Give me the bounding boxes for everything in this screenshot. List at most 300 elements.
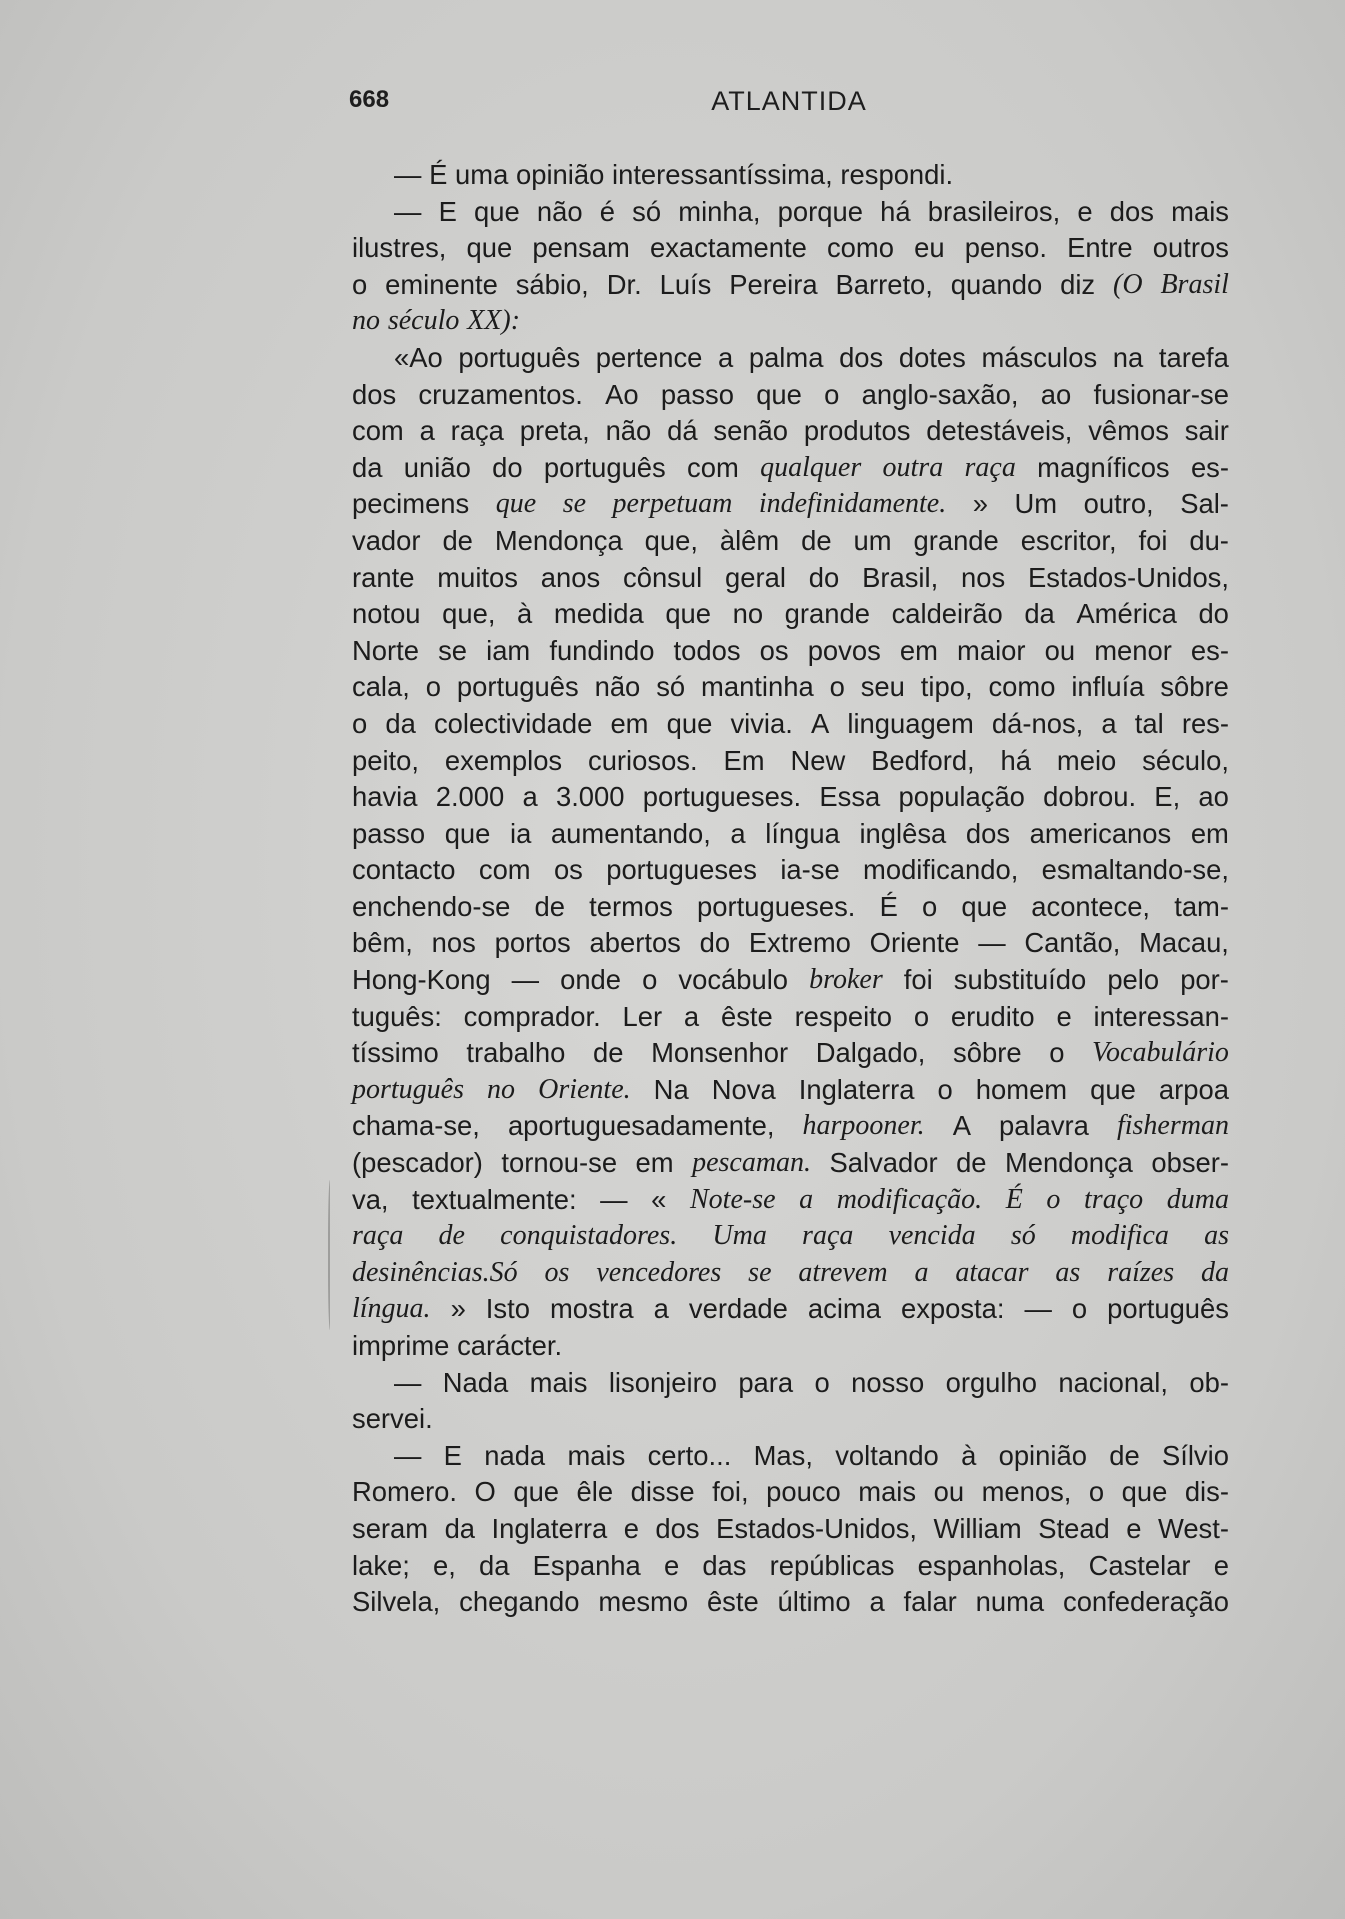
word: chama-se, [352,1110,480,1142]
word: o [1088,1476,1105,1508]
word: harpooner. [802,1110,925,1142]
word: esmaltando-se, [1041,854,1229,886]
word: Salvador [829,1147,938,1179]
word: fisherman [1116,1110,1229,1142]
word: de [442,524,473,556]
word: uma [455,159,509,190]
word: «Ao [394,341,443,373]
text-line [352,450,1229,487]
word: influía [1071,671,1145,703]
word: penso. [964,232,1047,264]
word: ao [1198,781,1229,813]
text-line [352,230,1229,267]
word: trabalho [466,1037,566,1069]
word: erudito [950,1000,1035,1032]
word: mesmo [598,1586,689,1618]
word: imprime [352,1330,450,1361]
word: Nada [442,1366,509,1398]
word: palavra [999,1110,1089,1142]
word: de [1109,1439,1140,1471]
word: Silvela, [352,1586,441,1618]
word: a [683,1000,700,1032]
word: — [1024,1293,1052,1325]
word: em [899,634,938,666]
word: todos [673,634,741,666]
word: fundindo [549,634,655,666]
word: colectividade [433,707,593,739]
word: dos [839,341,884,373]
word: cônsul [623,561,703,593]
word: portugueses [606,854,757,886]
word: grande [784,598,870,630]
word: cruzamentos. [418,378,583,410]
word: é [599,195,615,227]
word: em [610,707,649,739]
word: textualmente: [412,1183,577,1215]
word: homem [975,1073,1068,1105]
text-line [352,743,1229,780]
word: palma [748,341,824,373]
word: ilustres, [352,232,447,264]
word: notou [352,598,421,630]
word: o [913,1000,930,1032]
word: outros [1152,232,1229,264]
word: nacional, [1058,1366,1168,1398]
word: tal [1134,707,1164,739]
word: — [978,927,1006,959]
word: E [438,195,457,227]
word: broker [809,964,883,996]
word: curiosos. [588,744,698,776]
word: a [730,817,746,849]
word: exactamente [650,232,807,264]
word: raízes [1107,1256,1175,1288]
text-line [352,1255,1229,1292]
word: Nova [711,1073,776,1105]
word: 2.000 [435,781,505,813]
word: Essa [819,781,881,813]
word: Hong-Kong [352,964,491,996]
word: seram [352,1512,429,1544]
word: havia [352,781,418,813]
word: peito, [352,744,420,776]
word: É [879,890,898,922]
word: ob- [1189,1366,1229,1398]
word: outra [882,451,944,483]
word: ia-se [780,854,840,886]
word: seu [860,671,905,703]
word: magníficos [1037,451,1170,483]
word: português [543,451,666,483]
word: população [898,781,1025,813]
word: dis- [1184,1476,1229,1508]
word: foi [1138,524,1168,556]
word: Vocabulário [1092,1037,1229,1069]
word: e [623,1512,639,1544]
word: » [972,488,988,520]
word: língua. [352,1293,431,1325]
word: raça [964,451,1016,483]
word: qualquer [760,451,862,483]
word: na [1112,341,1144,373]
word: e [1077,195,1093,227]
word: que [444,817,491,849]
word: o [937,1073,953,1105]
word: Estados-Unidos, [716,1512,918,1544]
word: arpoa [1158,1073,1229,1105]
word: du- [1189,524,1229,556]
word: menor [1094,634,1172,666]
word: enchendo-se [352,890,511,922]
word: preta, [519,415,590,447]
word: América [1076,598,1177,630]
word: mais [567,1439,626,1471]
word: êste [720,1000,773,1032]
word: vêmos [1088,415,1169,447]
word: só [656,671,686,703]
word: senão [713,415,789,447]
word: E, [1154,781,1181,813]
word: outro, [1083,488,1154,520]
word: de [801,524,832,556]
word: Sal- [1180,488,1229,520]
word: a [869,1586,885,1618]
word: português [458,341,581,373]
word: Bedford, [871,744,975,776]
word: espanholas, [917,1549,1066,1581]
text-line [352,1291,1229,1328]
word: do [808,561,840,593]
word: es- [1190,451,1229,483]
word: perpetuam [612,488,733,520]
word: quando [950,268,1043,300]
word: medida [553,598,644,630]
word: o [352,707,368,739]
word: português [1107,1293,1229,1325]
text-line [352,1145,1229,1182]
word: diz [1060,268,1096,300]
word: que [961,890,1008,922]
word: voltando [835,1439,939,1471]
word: falar [903,1586,957,1618]
word: dos [352,378,397,410]
word: res- [1181,707,1229,739]
word: duma [1166,1183,1229,1215]
word: a [1101,707,1117,739]
word: com [687,451,739,483]
word: não [605,415,652,447]
word: Mas, [753,1439,813,1471]
word: Em [723,744,765,776]
word: interessan- [1093,1000,1229,1032]
text-line [352,267,1229,304]
page-header [349,86,1229,126]
word: ou [933,1476,965,1508]
word: iam [486,634,531,666]
word: másculos [981,341,1098,373]
word: « [651,1183,667,1215]
word: dos [965,817,1011,849]
word: foi, [712,1476,749,1508]
word: Stead [1038,1512,1110,1544]
word: um [853,524,892,556]
word: es- [1190,634,1229,666]
word: que [1121,1476,1168,1508]
text-line [352,925,1229,962]
word: Oriente. [538,1073,631,1105]
word: dá-nos, [991,707,1084,739]
word: linguagem [847,707,974,739]
word: raça [352,1220,404,1252]
word: (O [1113,268,1143,300]
word: de [592,1037,624,1069]
word: em [635,1147,674,1179]
word: da [1201,1256,1229,1288]
word: anglo-saxão, [861,378,1019,410]
word: pelo [1107,964,1160,996]
word: êle [576,1476,614,1508]
word: meio [1056,744,1117,776]
word: numa [975,1586,1045,1618]
word: caldeirão [891,598,1003,630]
text-line [352,1182,1229,1219]
word: mais [858,1476,917,1508]
word: àlêm [719,524,780,556]
word: a [653,1293,669,1325]
word: geral [725,561,786,593]
word: É [1005,1183,1023,1215]
word: Note-se [689,1183,776,1215]
word: carácter. [457,1330,563,1361]
word: e [1056,1000,1072,1032]
text-line [352,1365,1229,1402]
word: da [479,1549,510,1581]
word: portugueses. [697,890,856,922]
word: orgulho [945,1366,1037,1398]
word: vencida [888,1220,976,1252]
text-line [352,1218,1229,1255]
text-line [352,523,1229,560]
word: a [522,781,538,813]
word: tuguês: [352,1000,442,1032]
word: o [814,1366,830,1398]
word: nos [961,561,1006,593]
word: menos, [981,1476,1072,1508]
word: Sílvio [1161,1439,1229,1471]
text-line [352,1474,1229,1511]
word: só [1010,1220,1036,1252]
word: as [1055,1256,1081,1288]
word: nada [484,1439,546,1471]
text-line [352,1108,1229,1145]
word: opinião [515,159,605,190]
word: por- [1180,964,1229,996]
text-line [352,194,1229,231]
word: nosso [851,1366,925,1398]
word: Romero. [352,1476,458,1508]
word: o [829,671,845,703]
word: — [511,964,540,996]
word: Extremo [748,927,851,959]
word: Pereira [729,268,818,300]
word: Monsenhor [651,1037,789,1069]
word: vencedores [596,1256,722,1288]
word: Norte [352,634,419,666]
word: pecimens [352,488,470,520]
word: se [562,488,587,520]
word: passo [352,817,426,849]
word: rante [352,561,415,593]
word: sôbre [953,1037,1022,1069]
word: » [450,1293,466,1325]
word: que, [644,524,698,556]
word: da [352,451,383,483]
word: não [594,671,641,703]
word: Um [1014,488,1058,520]
word: atrevem [798,1256,888,1288]
word: Barreto, [835,268,933,300]
word: que [495,488,537,520]
word: êste [706,1586,759,1618]
word: dobrou. [1043,781,1137,813]
word: Estados-Unidos, [1028,561,1229,593]
word: chegando [459,1586,580,1618]
word: o [642,964,658,996]
word: sôbre [1160,671,1229,703]
word: mais [1171,195,1229,227]
word: as [1204,1220,1229,1252]
word: lake; [352,1549,410,1581]
word: português [456,671,579,703]
word: a [718,341,734,373]
word: produtos [803,415,911,447]
word: onde [560,964,622,996]
word: cala, [352,671,410,703]
word: sair [1184,415,1229,447]
word: minha, [678,195,761,227]
word: — [600,1183,628,1215]
word: A [810,707,830,739]
word: abertos [589,927,681,959]
word: ia [509,817,532,849]
word: o [1049,1037,1065,1069]
word: Oriente [869,927,960,959]
word: A [952,1110,971,1142]
word: servei. [352,1403,433,1435]
word: aumentando, [550,817,711,849]
word: Macau, [1139,927,1229,959]
word: união [403,451,471,483]
word: Espanha [532,1549,641,1581]
word: West- [1157,1512,1229,1544]
word: do [1198,598,1229,630]
word: não [536,195,583,227]
word: eminente [385,268,498,300]
word: língua [765,817,840,849]
word: acontece, [1031,890,1151,922]
word: da [444,1512,476,1544]
text-line [352,377,1229,414]
text-line [352,706,1229,743]
word: dos [1109,195,1154,227]
word: Cantão, [1024,927,1121,959]
word: e [663,1549,680,1581]
word: comprador. [463,1000,601,1032]
word: vocábulo [678,964,789,996]
word: da [1024,598,1055,630]
word: Inglaterra [491,1512,608,1544]
word: há [880,195,911,227]
word: os [544,1256,570,1288]
text-line [352,1584,1229,1621]
word: obser- [1151,1147,1229,1179]
word: aportuguesadamente, [507,1110,775,1142]
text-line [352,779,1229,816]
word: a [914,1256,929,1288]
word: o [352,268,368,300]
word: (pescador) [352,1147,483,1179]
word: Mendonça [1004,1147,1133,1179]
word: William [933,1512,1022,1544]
text-line [352,486,1229,523]
word: portugueses. [642,781,802,813]
word: o [922,890,938,922]
word: repúblicas [769,1549,895,1581]
word: tíssimo [352,1037,439,1069]
word: exposta: [900,1293,1005,1325]
word: ao [1040,378,1072,410]
word: dos [655,1512,700,1544]
word: exemplos [444,744,563,776]
word: sábio, [515,268,589,300]
word: escritor, [1020,524,1117,556]
word: bêm, [352,927,413,959]
word: mostra [549,1293,634,1325]
word: e, [433,1549,456,1581]
word: O [474,1476,496,1508]
word: português [352,1073,464,1105]
word: o [1071,1293,1088,1325]
word: disse [630,1476,695,1508]
word: desinências.Só [352,1256,518,1288]
word: modificando, [863,854,1019,886]
word: inglêsa [859,817,947,849]
word: o [1046,1183,1061,1215]
word: Uma [712,1220,767,1252]
word: tipo, [920,671,973,703]
word: muitos [437,561,518,593]
word: do [492,451,523,483]
word: pertence [595,341,703,373]
word: substituído [953,964,1087,996]
word: que [466,232,513,264]
word: confederação [1063,1586,1229,1618]
word: New [790,744,846,776]
word: mais [529,1366,588,1398]
text-line [352,633,1229,670]
word: com [478,854,531,886]
word: dotes [898,341,966,373]
word: portos [494,927,571,959]
word: detestáveis, [926,415,1073,447]
text-line [352,1072,1229,1109]
word: século [387,305,460,337]
word: Ler [622,1000,663,1032]
word: tam- [1174,890,1229,922]
word: Entre [1067,232,1133,264]
word: raça [802,1220,854,1252]
word: em [1190,817,1229,849]
